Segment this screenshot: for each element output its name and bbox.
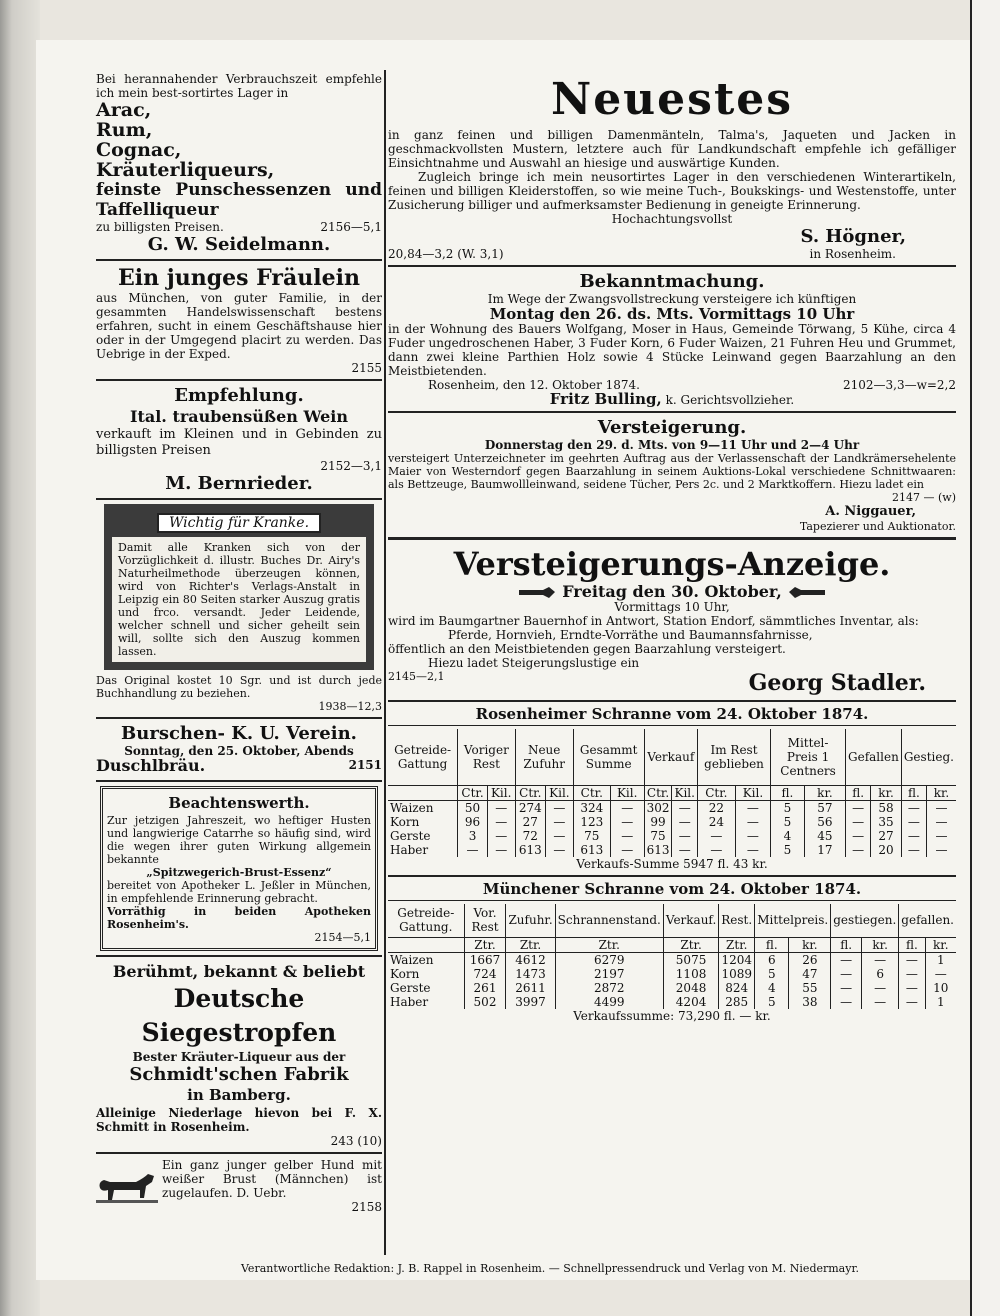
ad-subtitle: Sonntag, den 25. Oktober, Abends <box>124 744 354 758</box>
table-cell: 4204 <box>663 995 718 1009</box>
table-cell: — <box>846 829 871 843</box>
ad-text: verkauft im Kleinen und in Gebinden zu billigsten Preisen <box>96 427 382 458</box>
table-cell: — <box>862 981 899 995</box>
table-cell: 1 <box>925 995 956 1009</box>
table-cell: 6279 <box>555 953 663 968</box>
unit-cell: Kil. <box>487 785 515 800</box>
ad-title: Empfehlung. <box>174 385 304 406</box>
ad-item: Cognac, <box>96 139 182 161</box>
ad-code: 2154—5,1 <box>314 931 371 944</box>
table-cell: — <box>546 800 574 815</box>
table-cell: — <box>901 829 926 843</box>
ad-title: Neuestes <box>550 74 794 125</box>
unit-cell: Ctr. <box>573 785 610 800</box>
table-cell: — <box>899 995 925 1009</box>
table-cell: 57 <box>804 800 845 815</box>
table-cell: — <box>735 829 770 843</box>
divider <box>96 955 382 957</box>
table-cell: 3997 <box>506 995 555 1009</box>
ad-code: 2158 <box>351 1200 382 1214</box>
ad-signature: M. Bernrieder. <box>165 473 313 494</box>
unit-cell: fl. <box>846 785 871 800</box>
table-cell: — <box>610 815 644 829</box>
table-cell: 324 <box>573 800 610 815</box>
table-cell: — <box>735 843 770 857</box>
ad-text: versteigert Unterzeichneter im geehrten Auftrag aus der Verlassenschaft der Landkrämersehelente Maier von Westerndorf gegen Baarzahlung in seinem Auktions-Lokal verschiedene Schnittwaaren: als Bettzeuge, Baumwollleinwand, seidene Tücher, Pers 2c. und 2 Marktkoffern. Hiezu ladet ein <box>388 452 956 491</box>
ad-items: Pferde, Hornvieh, Erndte-Vorräthe und Baumannsfahrnisse, <box>448 628 813 642</box>
table-cell: — <box>901 843 926 857</box>
table-cell: — <box>735 815 770 829</box>
table-cell: 22 <box>697 800 735 815</box>
table-header: Gesammt Summe <box>573 729 644 785</box>
table-cell: 6 <box>862 967 899 981</box>
divider <box>388 875 956 877</box>
ad-line: Schmidt'schen Fabrik <box>129 1064 349 1085</box>
table-cell: — <box>926 829 956 843</box>
next-page-edge <box>970 0 1000 1316</box>
table-row <box>388 800 956 815</box>
table-cell: 5 <box>771 815 805 829</box>
unit-cell <box>388 785 458 800</box>
grain-type-cell: Haber <box>390 842 429 857</box>
table-cell: — <box>672 829 697 843</box>
unit-cell: Ztr. <box>719 938 755 953</box>
table-header: Voriger Rest <box>458 729 515 785</box>
table-header: Im Rest geblieben <box>697 729 770 785</box>
unit-cell: Ztr. <box>663 938 718 953</box>
table-header: Vor. Rest <box>464 904 506 938</box>
ad-text: in ganz feinen und billigen Damenmänteln, Talma's, Jaqueten und Jacken in geschmackvollsten Mustern, letztere auch für Landkundschaft empfehle ich gefälliger Einsichtnahme und Auswahl an hiesige und auswärtige Kunden. <box>388 128 956 170</box>
table-cell: — <box>697 843 735 857</box>
ad-code: 2147 — (w) <box>892 491 956 504</box>
table-header: Schrannenstand. <box>555 904 663 938</box>
table-cell: 1667 <box>464 953 506 968</box>
unit-cell: Ctr. <box>697 785 735 800</box>
divider <box>96 259 382 261</box>
unit-cell: Ctr. <box>515 785 545 800</box>
table-cell: 4612 <box>506 953 555 968</box>
divider <box>388 411 956 413</box>
unit-cell: Ctr. <box>458 785 488 800</box>
ad-hund <box>96 1158 382 1214</box>
ad-role: Tapezierer und Auktionator. <box>799 520 956 533</box>
table-cell: 302 <box>644 800 672 815</box>
table-header: Neue Zufuhr <box>515 729 573 785</box>
table-cell: 56 <box>804 815 845 829</box>
table-cell: 2197 <box>555 967 663 981</box>
unit-cell: kr. <box>925 938 956 953</box>
table-header: Verkauf <box>644 729 697 785</box>
unit-cell: kr. <box>871 785 902 800</box>
ad-code: 243 (10) <box>330 1134 382 1148</box>
ad-code: 2155 <box>351 361 382 375</box>
table-cell: 5 <box>771 800 805 815</box>
table-cell: — <box>899 967 925 981</box>
ad-text: aus München, von guter Familie, in der gesammten Handelswissenschaft bestens erfahren, sucht in einem Geschäftshause hier oder in der Umgegend placirt zu werden. Das Uebrige in der Exped. <box>96 291 382 361</box>
table-cell: 27 <box>515 815 545 829</box>
table-cell: — <box>831 995 862 1009</box>
ad-title: Burschen- K. U. Verein. <box>121 723 357 744</box>
unit-cell: fl. <box>771 785 805 800</box>
table-cell: 3 <box>458 829 488 843</box>
ad-code: 2151 <box>348 758 382 772</box>
ad-title: Bekanntmachung. <box>579 271 765 292</box>
divider <box>96 780 382 782</box>
table-row <box>388 995 956 1009</box>
table-cell: — <box>846 800 871 815</box>
unit-cell: Kil. <box>546 785 574 800</box>
ad-code: 2145—2,1 <box>388 670 445 683</box>
table-cell: 502 <box>464 995 506 1009</box>
table-cell: 4 <box>771 829 805 843</box>
table-header: Gefallen <box>846 729 902 785</box>
unit-cell: Kil. <box>610 785 644 800</box>
grain-type-cell: Korn <box>390 814 420 829</box>
table-row <box>388 815 956 829</box>
grain-type-cell: Korn <box>390 967 420 981</box>
table-cell: — <box>610 829 644 843</box>
table-cell: 47 <box>789 967 831 981</box>
ad-code: 1938—12,3 <box>318 700 382 713</box>
ad-text: in der Wohnung des Bauers Wolfgang, Moser in Haus, Gemeinde Törwang, 5 Kühe, circa 4 Fuder ungedroschenen Haber, 3 Fuder Korn, 6 Fuder Waizen, 21 Fuhren Heu und Grummet, dann zwei kleine Parthien Holz sowie 4 Stücke Leinwand gegen Baarzahlung an den Meistbietenden. <box>388 322 956 378</box>
table-cell: — <box>546 829 574 843</box>
unit-cell: kr. <box>926 785 956 800</box>
table-cell: 2872 <box>555 981 663 995</box>
ad-date: Montag den 26. ds. Mts. Vormittags 10 Uhr <box>489 305 855 323</box>
table-cell: — <box>926 815 956 829</box>
ad-price-text: zu billigsten Preisen. <box>96 220 224 234</box>
table-cell: — <box>846 843 871 857</box>
unit-cell: fl. <box>901 785 926 800</box>
ad-versteigerungs-anzeige <box>388 544 956 696</box>
unit-cell: Ztr. <box>555 938 663 953</box>
right-column <box>388 72 956 1023</box>
ad-line: in Bamberg. <box>187 1086 291 1104</box>
ad-role: k. Gerichtsvollzieher. <box>665 393 795 407</box>
ad-signature: S. Högner, <box>800 226 906 247</box>
ad-code: 20,84—3,2 (W. 3,1) <box>388 247 504 261</box>
ad-versteigerung <box>388 417 956 533</box>
ad-signature: G. W. Seidelmann. <box>147 234 331 255</box>
table-header: Getreide-Gattung. <box>388 904 464 938</box>
ad-date: Freitag den 30. Oktober, <box>562 582 782 601</box>
table-header: Mittelpreis. <box>755 904 831 938</box>
divider <box>96 379 382 381</box>
table-cell: 2048 <box>663 981 718 995</box>
table-cell: 5 <box>755 995 789 1009</box>
table-cell: — <box>672 800 697 815</box>
table-header: Gestieg. <box>901 729 956 785</box>
grain-type-cell: Gerste <box>390 828 431 843</box>
table-cell: 38 <box>789 995 831 1009</box>
unit-cell: kr. <box>789 938 831 953</box>
book-binding <box>0 0 40 1316</box>
table-cell: — <box>487 829 515 843</box>
unit-cell: kr. <box>862 938 899 953</box>
grain-type-cell: Haber <box>390 995 429 1009</box>
ad-title: Ein junges Fräulein <box>118 265 360 291</box>
table-cell: 50 <box>458 800 488 815</box>
table-cell: 1108 <box>663 967 718 981</box>
table-cell: 45 <box>804 829 845 843</box>
table-row <box>388 967 956 981</box>
ad-burschen-verein <box>96 723 382 776</box>
table-title: Rosenheimer Schranne vom 24. Oktober 1874. <box>475 705 869 723</box>
table-cell: 10 <box>925 981 956 995</box>
table-header: Zufuhr. <box>506 904 555 938</box>
table-cell: 75 <box>644 829 672 843</box>
table-row <box>388 829 956 843</box>
unit-cell: Ctr. <box>644 785 672 800</box>
table-cell: 20 <box>871 843 902 857</box>
table-cell: 613 <box>644 843 672 857</box>
table-cell: 613 <box>515 843 545 857</box>
muenchen-table <box>388 881 956 1024</box>
unit-cell: kr. <box>804 785 845 800</box>
table-cell: — <box>831 967 862 981</box>
table-cell: 4499 <box>555 995 663 1009</box>
ad-item: Kräuterliqueurs, <box>96 159 275 181</box>
ad-place: Duschlbräu. <box>96 756 206 775</box>
ad-signature: A. Niggauer, <box>825 504 916 519</box>
table-cell: 1204 <box>719 953 755 968</box>
ad-siegestropfen <box>96 961 382 1148</box>
ad-signature: Fritz Bulling, <box>549 390 662 408</box>
divider <box>96 717 382 719</box>
table-cell: 27 <box>871 829 902 843</box>
table-cell: 4 <box>755 981 789 995</box>
imprint-footer: Verantwortliche Redaktion: J. B. Rappel in Rosenheim. — Schnellpressendruck und Verlag von M. Niedermayr. <box>241 1262 859 1275</box>
ad-hoegner <box>388 72 956 261</box>
table-cell: — <box>862 953 899 968</box>
grain-type-cell: Gerste <box>390 981 431 995</box>
table-header: gestiegen. <box>831 904 899 938</box>
ad-line: Alleinige Niederlage hievon bei F. X. Schmitt in Rosenheim. <box>96 1106 382 1134</box>
divider <box>388 537 956 540</box>
table-cell: 55 <box>789 981 831 995</box>
table-sum: Verkaufssumme: 73,290 fl. — kr. <box>573 1009 771 1023</box>
ad-title: Beachtenswerth. <box>168 794 310 812</box>
table-row <box>388 981 956 995</box>
table-cell: — <box>926 800 956 815</box>
table-cell: 123 <box>573 815 610 829</box>
table-cell: — <box>697 829 735 843</box>
ad-subtitle: Ital. traubensüßen Wein <box>129 407 348 426</box>
table-cell: — <box>610 800 644 815</box>
ad-item: Arac, <box>96 99 152 121</box>
ad-kranke-box <box>104 504 374 670</box>
unit-cell: Kil. <box>735 785 770 800</box>
table-cell: 96 <box>458 815 488 829</box>
column-divider <box>384 70 386 1255</box>
table-cell: — <box>899 981 925 995</box>
table-header: Mittel-Preis 1 Centners <box>771 729 846 785</box>
ad-item: feinste Punschessenzen und Taffelliqueur <box>96 180 382 220</box>
ad-line: Bester Kräuter-Liqueur aus der <box>132 1050 346 1064</box>
table-sum: Verkaufs-Summe 5947 fl. 43 kr. <box>576 856 768 871</box>
muenchen-grain-table <box>388 904 956 1010</box>
ad-bekanntmachung <box>388 271 956 407</box>
ad-text: Vorräthig in beiden Apotheken Rosenheim's. <box>107 905 371 931</box>
ad-date: Rosenheim, den 12. Oktober 1874. <box>428 378 640 392</box>
table-row <box>388 953 956 968</box>
table-cell: 2611 <box>506 981 555 995</box>
divider <box>388 265 956 267</box>
grain-type-cell: Waizen <box>390 800 434 815</box>
ad-text: öffentlich an den Meistbietenden gegen Baarzahlung versteigert. <box>388 642 786 656</box>
ad-code: 2156—5,1 <box>320 220 382 234</box>
ad-tag: Wichtig für Kranke. <box>157 513 321 533</box>
table-cell: 6 <box>755 953 789 968</box>
table-cell: 285 <box>719 995 755 1009</box>
dog-icon <box>96 1168 158 1204</box>
left-column <box>96 72 382 1214</box>
ad-text: wird im Baumgartner Bauernhof in Antwort, Station Endorf, sämmtliches Inventar, als: <box>388 614 919 628</box>
divider <box>96 498 382 500</box>
table-cell: 261 <box>464 981 506 995</box>
table-cell: — <box>672 815 697 829</box>
table-cell: 1089 <box>719 967 755 981</box>
divider <box>96 1152 382 1154</box>
divider <box>388 700 956 702</box>
table-cell: — <box>831 981 862 995</box>
unit-cell: fl. <box>899 938 925 953</box>
table-cell: — <box>546 843 574 857</box>
ad-title: Versteigerung. <box>597 417 747 438</box>
table-cell: — <box>901 815 926 829</box>
unit-cell <box>388 938 464 953</box>
table-cell: — <box>862 995 899 1009</box>
table-header: gefallen. <box>899 904 956 938</box>
ad-date: Donnerstag den 29. d. Mts. von 9—11 Uhr und 2—4 Uhr <box>484 438 860 452</box>
table-cell: 26 <box>789 953 831 968</box>
table-header: Rest. <box>719 904 755 938</box>
ad-fraeulein <box>96 265 382 375</box>
ad-text: Damit alle Kranken sich von der Vorzüglichkeit d. illustr. Buches Dr. Airy's Naturheilmethode überzeugen können, wird von Richter's Verlags-Anstalt in Leipzig ein 80 Seiten starker Auszug gratis und frco. versandt. Jeder Leidende, welcher schnell und sicher geheilt sein will, sollte sich den Auszug kommen lassen. <box>118 541 360 658</box>
table-row <box>388 843 956 857</box>
ad-product: „Spitzwegerich-Brust-Essenz“ <box>146 866 332 879</box>
ad-text: Zur jetzigen Jahreszeit, wo heftiger Husten und langwierige Catarrhe so häufig sind, wird die wegen ihrer guten Wirkung allgemein bekannte <box>107 814 371 866</box>
table-cell: 75 <box>573 829 610 843</box>
ad-signature: Georg Stadler. <box>748 670 926 696</box>
ad-code: 2152—3,1 <box>320 459 382 473</box>
table-cell: — <box>831 953 862 968</box>
table-cell: — <box>901 800 926 815</box>
table-cell: — <box>899 953 925 968</box>
table-cell: 5 <box>755 967 789 981</box>
table-cell: 5 <box>771 843 805 857</box>
ad-intro: Bei herannahender Verbrauchszeit empfehle ich mein best-sortirtes Lager in <box>96 72 382 100</box>
ad-code: 2102—3,3—w=2,2 <box>842 378 956 392</box>
pointing-hand-icon <box>519 586 557 600</box>
table-cell: 613 <box>573 843 610 857</box>
ad-time: Vormittags 10 Uhr, <box>614 600 730 614</box>
table-cell: 72 <box>515 829 545 843</box>
ad-greeting: Hochachtungsvollst <box>611 212 733 226</box>
ad-seidelmann <box>96 72 382 255</box>
table-cell: 35 <box>871 815 902 829</box>
table-cell: — <box>610 843 644 857</box>
ad-place: in Rosenheim. <box>809 247 896 261</box>
table-cell: — <box>926 843 956 857</box>
table-cell: — <box>735 800 770 815</box>
table-cell: — <box>846 815 871 829</box>
rosenheim-table <box>388 706 956 871</box>
table-cell: 274 <box>515 800 545 815</box>
ad-bottom-text: Das Original kostet 10 Sgr. und ist durch jede Buchhandlung zu beziehen. <box>96 674 382 700</box>
table-cell: 99 <box>644 815 672 829</box>
grain-type-cell: Waizen <box>390 953 434 967</box>
ad-bernrieder <box>96 385 382 494</box>
ad-text: Ein ganz junger gelber Hund mit weißer Brust (Männchen) ist zugelaufen. D. Uebr. <box>162 1158 382 1200</box>
ad-text: Zugleich bringe ich mein neusortirtes Lager in den verschiedenen Winterartikeln, feinen und billigen Kleiderstoffen, so wie meine Tuch-, Boukskings- und Westenstoffe, unter Zusicherung billiger und aufmerksamster Bedienung in geneigte Erinnerung. <box>388 170 956 212</box>
table-cell: — <box>487 815 515 829</box>
table-cell: 58 <box>871 800 902 815</box>
table-cell: 5075 <box>663 953 718 968</box>
unit-cell: fl. <box>831 938 862 953</box>
ad-beachtenswerth <box>100 786 378 951</box>
unit-cell: Ztr. <box>506 938 555 953</box>
table-cell: — <box>925 967 956 981</box>
ad-text: bereitet von Apotheker L. Jeßler in München, in empfehlende Erinnerung gebracht. <box>107 879 371 905</box>
rosenheim-grain-table <box>388 729 956 857</box>
table-header: Getreide-Gattung <box>388 729 458 785</box>
table-cell: 1473 <box>506 967 555 981</box>
ad-title: Deutsche Siegestropfen <box>141 984 337 1047</box>
table-cell: — <box>487 843 515 857</box>
table-header: Verkauf. <box>663 904 718 938</box>
table-cell: 1 <box>925 953 956 968</box>
table-title: Münchener Schranne vom 24. Oktober 1874. <box>482 879 862 898</box>
table-cell: — <box>672 843 697 857</box>
unit-cell: Ztr. <box>464 938 506 953</box>
table-cell: 824 <box>719 981 755 995</box>
table-cell: — <box>458 843 488 857</box>
ad-text: Im Wege der Zwangsvollstreckung versteigere ich künftigen <box>487 292 857 306</box>
table-cell: 17 <box>804 843 845 857</box>
ad-item: Rum, <box>96 119 153 141</box>
ad-text: Hiezu ladet Steigerungslustige ein <box>428 656 640 670</box>
table-cell: — <box>487 800 515 815</box>
table-cell: 724 <box>464 967 506 981</box>
pointing-hand-icon <box>787 586 825 600</box>
unit-cell: fl. <box>755 938 789 953</box>
unit-cell: Kil. <box>672 785 697 800</box>
ad-line: Berühmt, bekannt & beliebt <box>112 962 366 981</box>
ad-title: Versteigerungs-Anzeige. <box>453 545 891 583</box>
table-cell: 24 <box>697 815 735 829</box>
table-cell: — <box>546 815 574 829</box>
